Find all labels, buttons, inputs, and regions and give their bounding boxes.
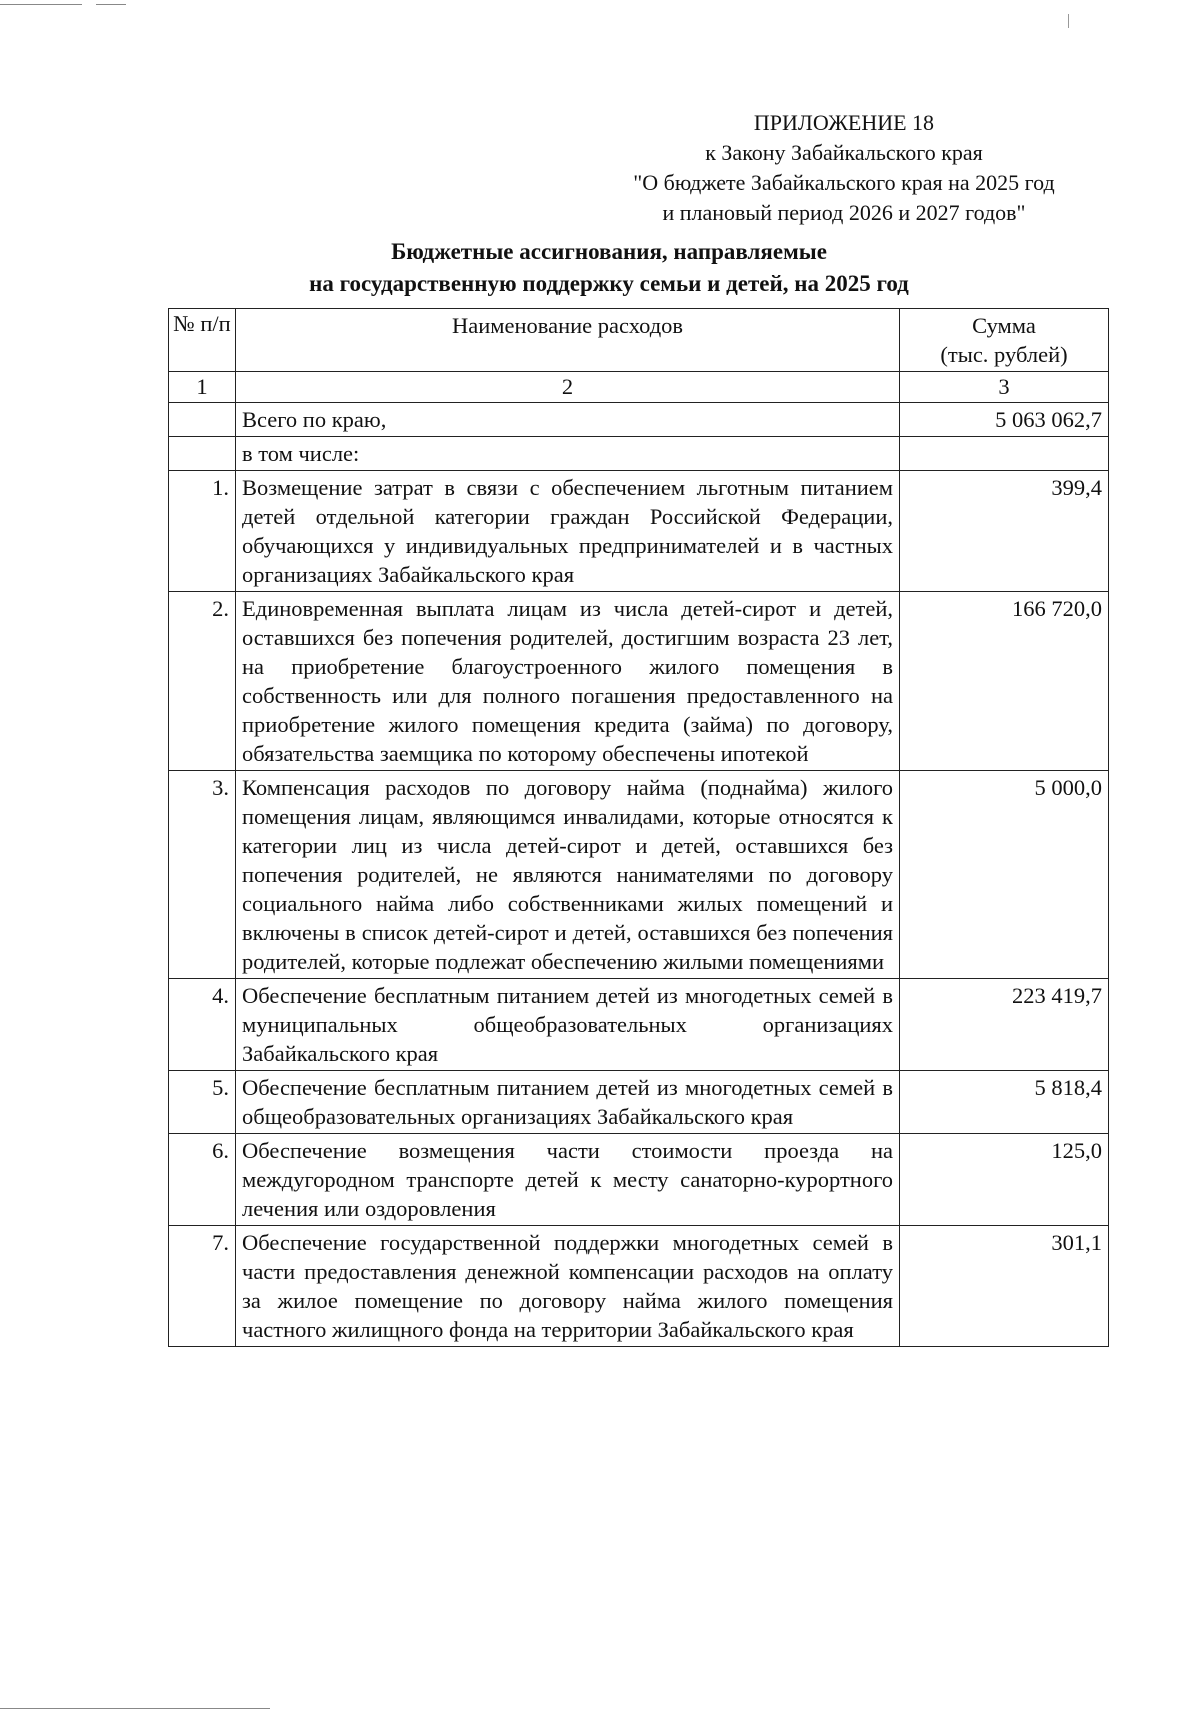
table-row [169, 592, 1109, 771]
column-index: 1 [169, 372, 236, 403]
row-amount: 166 720,0 [900, 592, 1109, 771]
total-value: 5 063 062,7 [900, 403, 1109, 437]
header-amount-unit: (тыс. рублей) [940, 342, 1068, 367]
column-index-row [169, 372, 1109, 403]
row-number: 4. [169, 979, 236, 1071]
table-row [169, 471, 1109, 592]
total-number-cell [169, 403, 236, 437]
appendix-law-reference: к Закону Забайкальского края [705, 140, 983, 165]
row-amount: 399,4 [900, 471, 1109, 592]
column-index: 2 [236, 372, 900, 403]
table-header-row [169, 309, 1109, 372]
row-amount: 5 818,4 [900, 1071, 1109, 1134]
table-row [169, 1134, 1109, 1226]
row-number: 1. [169, 471, 236, 592]
including-label: в том числе: [236, 437, 900, 471]
header-number: № п/п [169, 309, 236, 372]
row-expense-name: Обеспечение бесплатным питанием детей из многодетных семей в муниципальных общеобразовательных организациях Забайкальского края [236, 979, 900, 1071]
including-value-cell [900, 437, 1109, 471]
row-expense-name: Обеспечение возмещения части стоимости проезда на междугородном транспорте детей к месту санаторно-курортного лечения или оздоровления [236, 1134, 900, 1226]
row-number: 6. [169, 1134, 236, 1226]
row-amount: 5 000,0 [900, 771, 1109, 979]
scan-artifact-bottom-line [0, 1708, 270, 1709]
budget-table [168, 308, 1109, 1347]
header-amount [900, 309, 1109, 372]
row-number: 7. [169, 1226, 236, 1347]
row-expense-name: Обеспечение государственной поддержки многодетных семей в части предоставления денежной компенсации расходов на оплату за жилое помещение по договору найма жилого помещения частного жилищного фонда на территории Забайкальского края [236, 1226, 900, 1347]
appendix-number: ПРИЛОЖЕНИЕ 18 [753, 110, 935, 135]
document-title [168, 236, 1050, 300]
table-row [169, 979, 1109, 1071]
row-number: 5. [169, 1071, 236, 1134]
total-row [169, 403, 1109, 437]
row-amount: 301,1 [900, 1226, 1109, 1347]
total-label: Всего по краю, [236, 403, 900, 437]
row-amount: 125,0 [900, 1134, 1109, 1226]
title-line-1: Бюджетные ассигнования, направляемые [391, 239, 827, 264]
row-expense-name: Единовременная выплата лицам из числа детей-сирот и детей, оставшихся без попечения родителей, достигшим возраста 23 лет, на приобретение благоустроенного жилого помещения в собственность или для полного погашения предоставленного на приобретение жилого помещения кредита (займа) по договору, обязательства заемщика по которому обеспечены ипотекой [236, 592, 900, 771]
row-number: 3. [169, 771, 236, 979]
scan-artifact-top-line [0, 4, 82, 5]
including-row [169, 437, 1109, 471]
scan-artifact-top-dash [96, 4, 126, 5]
appendix-law-period: и плановый период 2026 и 2027 годов" [662, 200, 1026, 225]
title-line-2: на государственную поддержку семьи и детей, на 2025 год [309, 271, 909, 296]
row-expense-name: Обеспечение бесплатным питанием детей из многодетных семей в общеобразовательных организациях Забайкальского края [236, 1071, 900, 1134]
header-expense-name: Наименование расходов [236, 309, 900, 372]
header-amount-label: Сумма [972, 313, 1036, 338]
column-index: 3 [900, 372, 1109, 403]
table-row [169, 1071, 1109, 1134]
row-number: 2. [169, 592, 236, 771]
scan-artifact-right-mark [1068, 14, 1069, 28]
appendix-law-title: "О бюджете Забайкальского края на 2025 год [633, 170, 1055, 195]
row-expense-name: Компенсация расходов по договору найма (поднайма) жилого помещения лицам, являющимся инвалидами, которые относятся к категории лиц из числа детей-сирот и детей, оставшихся без попечения родителей, не являются нанимателями по договору социального найма либо собственниками жилых помещений и включены в список детей-сирот и детей, оставшихся без попечения родителей, которые подлежат обеспечению жилыми помещениями [236, 771, 900, 979]
including-number-cell [169, 437, 236, 471]
row-amount: 223 419,7 [900, 979, 1109, 1071]
table-row [169, 771, 1109, 979]
appendix-header [584, 108, 1104, 228]
row-expense-name: Возмещение затрат в связи с обеспечением льготным питанием детей отдельной категории граждан Российской Федерации, обучающихся у индивидуальных предпринимателей и в частных организациях Забайкальского края [236, 471, 900, 592]
table-row [169, 1226, 1109, 1347]
